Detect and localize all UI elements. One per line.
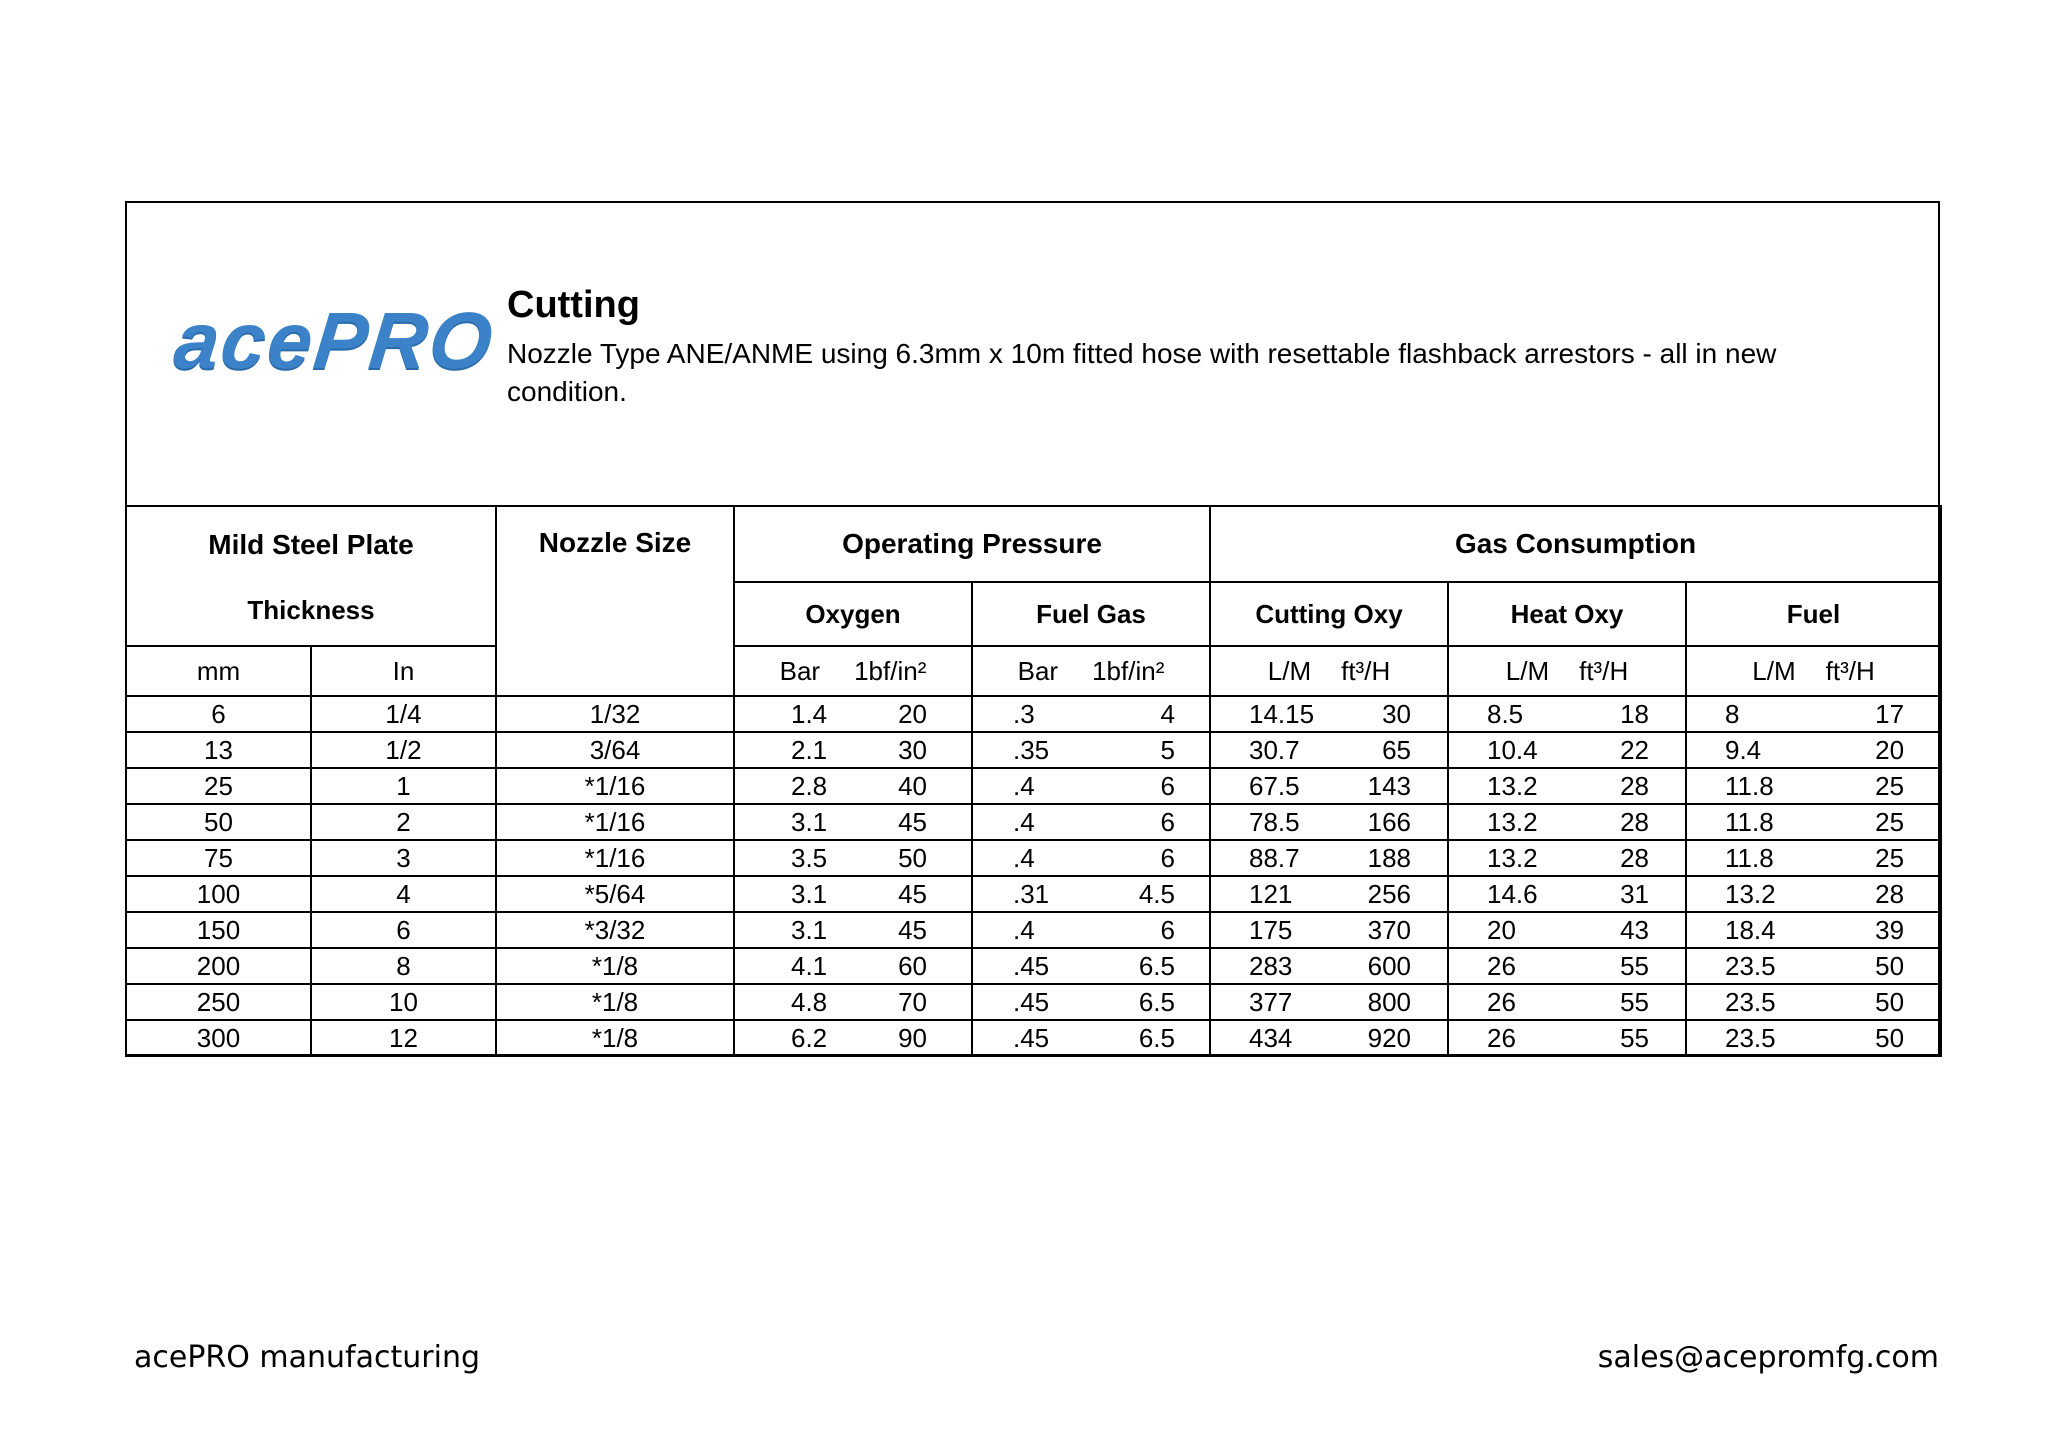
cell-f-cfh: 39 <box>1875 915 1905 945</box>
cell-in: 4 <box>311 876 496 912</box>
cell-fg-psi: 6.5 <box>1138 1023 1175 1053</box>
cell-cutting-oxy <box>1210 984 1448 1020</box>
unit-lm: L/M <box>1505 655 1550 686</box>
cell-co-lm: 30.7 <box>1249 735 1300 765</box>
table-row <box>126 948 1941 984</box>
table-row <box>126 804 1941 840</box>
cell-nozzle: 1/32 <box>496 696 734 732</box>
table-row <box>126 1020 1941 1056</box>
cell-f-cfh: 50 <box>1875 951 1905 981</box>
cell-ho-lm: 26 <box>1487 987 1516 1017</box>
cell-nozzle: 3/64 <box>496 732 734 768</box>
cell-f-lm: 18.4 <box>1725 915 1776 945</box>
unit-fuel-gas <box>972 646 1210 696</box>
cell-in: 1/4 <box>311 696 496 732</box>
cell-fuel-gas <box>972 984 1210 1020</box>
cell-heat-oxy <box>1448 732 1686 768</box>
cell-oxy-psi: 45 <box>898 879 927 909</box>
cell-co-cfh: 370 <box>1367 915 1411 945</box>
cell-oxygen <box>734 984 972 1020</box>
cell-ho-lm: 10.4 <box>1487 735 1538 765</box>
cell-f-cfh: 20 <box>1875 735 1905 765</box>
table-row <box>126 768 1941 804</box>
unit-psi: 1bf/in² <box>854 655 927 686</box>
cell-fuel-gas <box>972 696 1210 732</box>
cell-fg-bar: .45 <box>1013 1023 1050 1053</box>
cell-oxy-bar: 3.1 <box>791 915 828 945</box>
header-fuel: Fuel <box>1686 582 1941 646</box>
cell-in: 6 <box>311 912 496 948</box>
cell-fuel-gas <box>972 1020 1210 1056</box>
header-operating-pressure: Operating Pressure <box>734 506 1210 582</box>
cell-nozzle: *1/8 <box>496 984 734 1020</box>
unit-oxygen <box>734 646 972 696</box>
cell-heat-oxy <box>1448 696 1686 732</box>
cell-co-lm: 67.5 <box>1249 771 1300 801</box>
table-row <box>126 876 1941 912</box>
cell-f-cfh: 25 <box>1875 843 1905 873</box>
cell-oxy-psi: 90 <box>898 1023 927 1053</box>
cell-mm: 13 <box>126 732 311 768</box>
footer-company: acePRO manufacturing <box>134 1340 480 1375</box>
unit-cutting-oxy <box>1210 646 1448 696</box>
cell-nozzle: *1/16 <box>496 840 734 876</box>
cell-ho-cfh: 28 <box>1620 843 1649 873</box>
cell-heat-oxy <box>1448 768 1686 804</box>
cell-mm: 200 <box>126 948 311 984</box>
document-title: Cutting <box>507 284 640 326</box>
cell-mm: 250 <box>126 984 311 1020</box>
cell-oxygen <box>734 948 972 984</box>
cell-fuel <box>1686 768 1941 804</box>
cell-cutting-oxy <box>1210 768 1448 804</box>
cell-fg-bar: .4 <box>1013 915 1035 945</box>
cell-co-lm: 283 <box>1249 951 1293 981</box>
header-oxygen: Oxygen <box>734 582 972 646</box>
cell-oxy-psi: 70 <box>898 987 927 1017</box>
spec-sheet <box>125 201 1940 1056</box>
cell-oxygen <box>734 876 972 912</box>
cell-heat-oxy <box>1448 840 1686 876</box>
cell-ho-cfh: 55 <box>1620 951 1649 981</box>
header-gas-consumption: Gas Consumption <box>1210 506 1941 582</box>
unit-psi: 1bf/in² <box>1092 655 1165 686</box>
cell-co-cfh: 920 <box>1367 1023 1411 1053</box>
cell-ho-lm: 13.2 <box>1487 771 1538 801</box>
cell-cutting-oxy <box>1210 732 1448 768</box>
cell-ho-cfh: 18 <box>1620 699 1649 729</box>
unit-mm: mm <box>126 646 311 696</box>
cell-mm: 6 <box>126 696 311 732</box>
cell-fuel-gas <box>972 840 1210 876</box>
cell-mm: 75 <box>126 840 311 876</box>
cell-co-cfh: 800 <box>1367 987 1411 1017</box>
cell-fuel <box>1686 804 1941 840</box>
cell-co-cfh: 65 <box>1382 735 1411 765</box>
cell-mm: 100 <box>126 876 311 912</box>
cell-co-cfh: 143 <box>1367 771 1411 801</box>
cell-heat-oxy <box>1448 948 1686 984</box>
cell-f-cfh: 25 <box>1875 807 1905 837</box>
cell-cutting-oxy <box>1210 1020 1448 1056</box>
cell-in: 1/2 <box>311 732 496 768</box>
table-row <box>126 696 1941 732</box>
cell-fg-bar: .4 <box>1013 807 1035 837</box>
cell-fuel <box>1686 984 1941 1020</box>
cell-mm: 300 <box>126 1020 311 1056</box>
cell-in: 3 <box>311 840 496 876</box>
cell-co-lm: 377 <box>1249 987 1293 1017</box>
cell-oxygen <box>734 1020 972 1056</box>
cell-fuel-gas <box>972 876 1210 912</box>
cell-heat-oxy <box>1448 876 1686 912</box>
cell-ho-cfh: 28 <box>1620 771 1649 801</box>
cell-oxy-bar: 4.8 <box>791 987 828 1017</box>
cell-fg-bar: .31 <box>1013 879 1050 909</box>
cell-fuel <box>1686 1020 1941 1056</box>
cell-co-cfh: 600 <box>1367 951 1411 981</box>
cell-cutting-oxy <box>1210 840 1448 876</box>
cell-f-lm: 11.8 <box>1725 807 1774 837</box>
cell-oxy-bar: 3.1 <box>791 807 828 837</box>
company-logo: acePRO <box>170 296 499 385</box>
cell-f-lm: 11.8 <box>1725 771 1774 801</box>
header-fuel-gas: Fuel Gas <box>972 582 1210 646</box>
document-subtitle: Nozzle Type ANE/ANME using 6.3mm x 10m fitted hose with resettable flashback arrestors - all in new condition. <box>507 338 1777 407</box>
cell-oxy-psi: 50 <box>898 843 927 873</box>
cell-fg-bar: .45 <box>1013 987 1050 1017</box>
cell-heat-oxy <box>1448 912 1686 948</box>
cell-f-cfh: 50 <box>1875 987 1905 1017</box>
unit-lm: L/M <box>1267 655 1312 686</box>
footer-email: sales@acepromfg.com <box>1597 1340 1939 1375</box>
cell-fg-psi: 6.5 <box>1138 951 1175 981</box>
cell-ho-cfh: 43 <box>1620 915 1649 945</box>
cell-fg-psi: 4.5 <box>1138 879 1175 909</box>
header-thickness-label: Thickness <box>247 595 375 625</box>
cell-cutting-oxy <box>1210 912 1448 948</box>
cell-oxy-bar: 6.2 <box>791 1023 828 1053</box>
cell-mm: 25 <box>126 768 311 804</box>
cell-ho-cfh: 55 <box>1620 1023 1649 1053</box>
cell-f-lm: 23.5 <box>1725 951 1776 981</box>
cell-nozzle: *1/16 <box>496 768 734 804</box>
cell-ho-lm: 26 <box>1487 1023 1516 1053</box>
cell-fg-bar: .3 <box>1013 699 1035 729</box>
cell-fuel-gas <box>972 732 1210 768</box>
cell-fg-bar: .4 <box>1013 843 1035 873</box>
header-nozzle-size: Nozzle Size <box>496 506 734 696</box>
cell-fuel-gas <box>972 948 1210 984</box>
cell-fuel-gas <box>972 804 1210 840</box>
cell-oxygen <box>734 696 972 732</box>
cell-ho-lm: 8.5 <box>1487 699 1524 729</box>
cell-fuel <box>1686 912 1941 948</box>
header-mild-steel-plate <box>126 506 496 646</box>
title-block <box>507 283 1897 411</box>
cell-co-lm: 78.5 <box>1249 807 1300 837</box>
cell-oxygen <box>734 840 972 876</box>
table-row <box>126 912 1941 948</box>
cell-cutting-oxy <box>1210 948 1448 984</box>
cell-in: 2 <box>311 804 496 840</box>
cell-fg-psi: 6 <box>1160 843 1175 873</box>
table-row <box>126 984 1941 1020</box>
cell-oxygen <box>734 768 972 804</box>
cell-oxygen <box>734 732 972 768</box>
cell-in: 8 <box>311 948 496 984</box>
cell-cutting-oxy <box>1210 804 1448 840</box>
cell-ho-cfh: 31 <box>1620 879 1649 909</box>
cell-oxy-bar: 4.1 <box>791 951 828 981</box>
cutting-spec-table <box>125 505 1942 1057</box>
cell-fg-psi: 6 <box>1160 807 1175 837</box>
cell-nozzle: *1/8 <box>496 948 734 984</box>
cell-oxy-psi: 40 <box>898 771 927 801</box>
sheet-header <box>127 203 1938 507</box>
cell-fg-bar: .35 <box>1013 735 1050 765</box>
cell-f-lm: 23.5 <box>1725 987 1776 1017</box>
cell-ho-cfh: 22 <box>1620 735 1649 765</box>
cell-co-cfh: 188 <box>1367 843 1411 873</box>
unit-cfh: ft³/H <box>1825 655 1875 686</box>
cell-in: 10 <box>311 984 496 1020</box>
cell-fuel <box>1686 876 1941 912</box>
cell-cutting-oxy <box>1210 876 1448 912</box>
cell-fg-bar: .45 <box>1013 951 1050 981</box>
unit-heat-oxy <box>1448 646 1686 696</box>
cell-f-lm: 11.8 <box>1725 843 1774 873</box>
cell-co-lm: 88.7 <box>1249 843 1300 873</box>
cell-fuel <box>1686 696 1941 732</box>
cell-f-lm: 23.5 <box>1725 1023 1776 1053</box>
cell-ho-cfh: 55 <box>1620 987 1649 1017</box>
cell-fuel <box>1686 948 1941 984</box>
cell-heat-oxy <box>1448 804 1686 840</box>
cell-in: 12 <box>311 1020 496 1056</box>
cell-fg-psi: 6 <box>1160 771 1175 801</box>
cell-co-lm: 14.15 <box>1249 699 1315 729</box>
cell-mm: 50 <box>126 804 311 840</box>
cell-oxy-bar: 2.1 <box>791 735 828 765</box>
cell-co-cfh: 256 <box>1367 879 1411 909</box>
cell-nozzle: *5/64 <box>496 876 734 912</box>
cell-co-cfh: 166 <box>1367 807 1411 837</box>
cell-f-lm: 8 <box>1725 699 1740 729</box>
cell-co-lm: 434 <box>1249 1023 1293 1053</box>
unit-lm: L/M <box>1752 655 1796 686</box>
cell-ho-lm: 20 <box>1487 915 1516 945</box>
cell-fuel-gas <box>972 768 1210 804</box>
unit-bar: Bar <box>1017 655 1059 686</box>
cell-ho-lm: 13.2 <box>1487 843 1538 873</box>
cell-f-lm: 9.4 <box>1725 735 1762 765</box>
cell-fg-bar: .4 <box>1013 771 1035 801</box>
cell-cutting-oxy <box>1210 696 1448 732</box>
cell-ho-lm: 26 <box>1487 951 1516 981</box>
cell-oxy-psi: 45 <box>898 807 927 837</box>
cell-ho-lm: 14.6 <box>1487 879 1538 909</box>
cell-heat-oxy <box>1448 984 1686 1020</box>
cell-oxy-bar: 3.5 <box>791 843 828 873</box>
cell-oxy-psi: 20 <box>898 699 927 729</box>
cell-oxygen <box>734 804 972 840</box>
cell-oxygen <box>734 912 972 948</box>
cell-co-lm: 175 <box>1249 915 1293 945</box>
unit-bar: Bar <box>779 655 821 686</box>
cell-f-cfh: 17 <box>1875 699 1905 729</box>
cell-mm: 150 <box>126 912 311 948</box>
cell-oxy-psi: 45 <box>898 915 927 945</box>
cell-fg-psi: 6.5 <box>1138 987 1175 1017</box>
cell-f-cfh: 50 <box>1875 1023 1905 1053</box>
cell-ho-lm: 13.2 <box>1487 807 1538 837</box>
cell-fg-psi: 5 <box>1160 735 1175 765</box>
cell-nozzle: *1/16 <box>496 804 734 840</box>
cell-f-cfh: 28 <box>1875 879 1905 909</box>
cell-oxy-bar: 3.1 <box>791 879 828 909</box>
cell-fuel-gas <box>972 912 1210 948</box>
unit-in: In <box>311 646 496 696</box>
table-row <box>126 732 1941 768</box>
cell-in: 1 <box>311 768 496 804</box>
header-cutting-oxy: Cutting Oxy <box>1210 582 1448 646</box>
cell-oxy-psi: 60 <box>898 951 927 981</box>
unit-cfh: ft³/H <box>1341 655 1391 686</box>
table-row <box>126 840 1941 876</box>
cell-co-lm: 121 <box>1249 879 1293 909</box>
cell-nozzle: *1/8 <box>496 1020 734 1056</box>
cell-fuel <box>1686 732 1941 768</box>
table-body <box>126 696 1941 1056</box>
cell-nozzle: *3/32 <box>496 912 734 948</box>
cell-oxy-bar: 1.4 <box>791 699 828 729</box>
unit-cfh: ft³/H <box>1579 655 1629 686</box>
cell-oxy-psi: 30 <box>898 735 927 765</box>
cell-oxy-bar: 2.8 <box>791 771 828 801</box>
unit-fuel <box>1686 646 1941 696</box>
cell-fuel <box>1686 840 1941 876</box>
cell-f-cfh: 25 <box>1875 771 1905 801</box>
cell-ho-cfh: 28 <box>1620 807 1649 837</box>
header-heat-oxy: Heat Oxy <box>1448 582 1686 646</box>
cell-co-cfh: 30 <box>1382 699 1411 729</box>
header-mild-steel-plate-label: Mild Steel Plate <box>208 529 414 560</box>
cell-fg-psi: 6 <box>1160 915 1175 945</box>
cell-f-lm: 13.2 <box>1725 879 1776 909</box>
cell-fg-psi: 4 <box>1160 699 1175 729</box>
cell-heat-oxy <box>1448 1020 1686 1056</box>
